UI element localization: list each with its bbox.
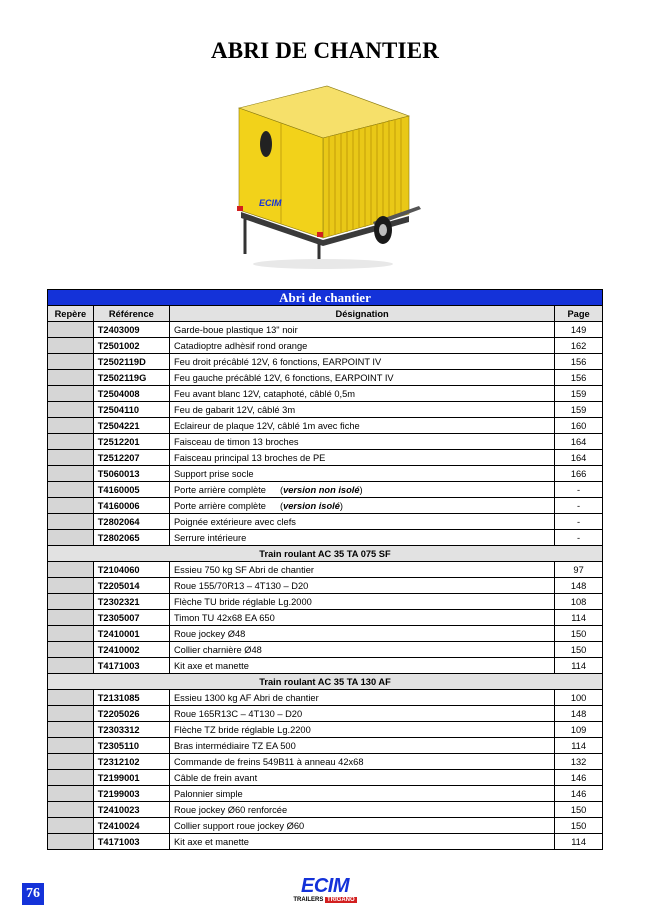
designation-text: Roue 155/70R13 – 4T130 – D20 <box>173 580 309 591</box>
designation-text: Collier charnière Ø48 <box>173 644 262 655</box>
page-cell: 156 <box>555 370 603 386</box>
repere-cell <box>48 562 94 578</box>
repere-cell <box>48 738 94 754</box>
table-row <box>48 626 603 642</box>
page-cell: 114 <box>555 610 603 626</box>
designation-cell <box>169 658 554 674</box>
reference-cell: T2305110 <box>93 738 169 754</box>
table-row <box>48 706 603 722</box>
designation-cell <box>169 466 554 482</box>
table-row <box>48 658 603 674</box>
page-cell: 162 <box>555 338 603 354</box>
page-cell: 97 <box>555 562 603 578</box>
designation-text: Feu avant blanc 12V, cataphoté, câblé 0,5m <box>173 388 356 399</box>
reference-cell: T2312102 <box>93 754 169 770</box>
reference-cell: T2205014 <box>93 578 169 594</box>
page-cell: 114 <box>555 738 603 754</box>
designation-cell <box>169 450 554 466</box>
page-cell: 114 <box>555 834 603 850</box>
page-cell: 148 <box>555 706 603 722</box>
table-row <box>48 370 603 386</box>
designation-text: Essieu 750 kg SF Abri de chantier <box>173 564 315 575</box>
repere-cell <box>48 434 94 450</box>
designation-cell <box>169 738 554 754</box>
page-cell: 146 <box>555 786 603 802</box>
page-cell: 159 <box>555 386 603 402</box>
designation-text: Porte arrière complète <box>173 484 266 495</box>
reference-cell: T2302321 <box>93 594 169 610</box>
reference-cell: T2303312 <box>93 722 169 738</box>
table-row <box>48 802 603 818</box>
designation-text: Feu de gabarit 12V, câblé 3m <box>173 404 296 415</box>
reference-cell: T2199001 <box>93 770 169 786</box>
repere-cell <box>48 354 94 370</box>
col-header-repere: Repère <box>48 306 94 322</box>
col-header-page: Page <box>555 306 603 322</box>
designation-text: Kit axe et manette <box>173 836 249 847</box>
table-row <box>48 562 603 578</box>
page-cell: 150 <box>555 818 603 834</box>
table-row <box>48 434 603 450</box>
note-text: version isolé <box>283 500 340 511</box>
designation-cell <box>169 642 554 658</box>
note-text: version non isolé <box>283 484 360 495</box>
designation-text: Garde-boue plastique 13" noir <box>173 324 298 335</box>
table-row <box>48 770 603 786</box>
designation-text: Catadioptre adhèsif rond orange <box>173 340 308 351</box>
designation-text: Kit axe et manette <box>173 660 249 671</box>
page-cell: - <box>555 498 603 514</box>
designation-text: Roue jockey Ø48 <box>173 628 246 639</box>
designation-text: Feu droit précâblé 12V, 6 fonctions, EARPOINT IV <box>173 356 382 367</box>
table-row <box>48 642 603 658</box>
designation-text: Timon TU 42x68 EA 650 <box>173 612 275 623</box>
designation-text: Palonnier simple <box>173 788 243 799</box>
table-row <box>48 690 603 706</box>
table-row <box>48 498 603 514</box>
page-cell: 100 <box>555 690 603 706</box>
repere-cell <box>48 514 94 530</box>
table-row <box>48 466 603 482</box>
designation-text: Roue jockey Ø60 renforcée <box>173 804 288 815</box>
repere-cell <box>48 786 94 802</box>
reference-cell: T2501002 <box>93 338 169 354</box>
page-cell: 109 <box>555 722 603 738</box>
designation-note: (version isolé) <box>279 500 344 511</box>
col-header-designation: Désignation <box>169 306 554 322</box>
table-row <box>48 354 603 370</box>
designation-cell <box>169 770 554 786</box>
designation-cell <box>169 530 554 546</box>
designation-text: Faisceau principal 13 broches de PE <box>173 452 326 463</box>
designation-cell <box>169 802 554 818</box>
repere-cell <box>48 818 94 834</box>
logo-brand: ECIM <box>301 875 349 897</box>
reference-cell: T2305007 <box>93 610 169 626</box>
designation-cell <box>169 562 554 578</box>
page-cell: 132 <box>555 754 603 770</box>
designation-cell <box>169 370 554 386</box>
page-cell: 159 <box>555 402 603 418</box>
designation-cell <box>169 338 554 354</box>
table-title: Abri de chantier <box>48 290 603 306</box>
table-row <box>48 450 603 466</box>
designation-text: Eclaireur de plaque 12V, câblé 1m avec fiche <box>173 420 360 431</box>
designation-cell <box>169 434 554 450</box>
table-row <box>48 418 603 434</box>
table-row <box>48 338 603 354</box>
page-cell: 160 <box>555 418 603 434</box>
parts-table <box>47 289 603 850</box>
designation-cell <box>169 514 554 530</box>
page-cell: 146 <box>555 770 603 786</box>
repere-cell <box>48 642 94 658</box>
designation-cell <box>169 754 554 770</box>
reference-cell: T2131085 <box>93 690 169 706</box>
reference-cell: T5060013 <box>93 466 169 482</box>
repere-cell <box>48 466 94 482</box>
designation-text: Collier support roue jockey Ø60 <box>173 820 305 831</box>
page-cell: 114 <box>555 658 603 674</box>
page-cell: 164 <box>555 434 603 450</box>
repere-cell <box>48 754 94 770</box>
logo-sub-trigano: TRIGANO <box>327 897 355 903</box>
reference-cell: T2502119D <box>93 354 169 370</box>
logo-sub-trailers: TRAILERS <box>293 897 324 903</box>
reference-cell: T4171003 <box>93 834 169 850</box>
repere-cell <box>48 482 94 498</box>
designation-cell <box>169 786 554 802</box>
reference-cell: T2199003 <box>93 786 169 802</box>
repere-cell <box>48 386 94 402</box>
page-cell: 148 <box>555 578 603 594</box>
table-row <box>48 610 603 626</box>
reference-cell: T2410023 <box>93 802 169 818</box>
page-cell: - <box>555 514 603 530</box>
table-row <box>48 738 603 754</box>
designation-text: Poignée extérieure avec clefs <box>173 516 296 527</box>
designation-cell <box>169 722 554 738</box>
logo-subtitle <box>287 896 363 904</box>
reference-cell: T2205026 <box>93 706 169 722</box>
repere-cell <box>48 450 94 466</box>
designation-cell <box>169 386 554 402</box>
reference-cell: T2104060 <box>93 562 169 578</box>
page-cell: 149 <box>555 322 603 338</box>
reference-cell: T2802065 <box>93 530 169 546</box>
reference-cell: T2504110 <box>93 402 169 418</box>
page-cell: 150 <box>555 802 603 818</box>
section-header-row <box>48 674 603 690</box>
ecim-logo <box>287 876 363 906</box>
page-cell: 156 <box>555 354 603 370</box>
reference-cell: T4160006 <box>93 498 169 514</box>
table-row <box>48 482 603 498</box>
reference-cell: T2802064 <box>93 514 169 530</box>
section-header-row <box>48 546 603 562</box>
repere-cell <box>48 610 94 626</box>
trailer-image <box>223 82 423 272</box>
designation-text: Commande de freins 549B11 à anneau 42x68 <box>173 756 364 767</box>
table-row <box>48 786 603 802</box>
page-cell: 108 <box>555 594 603 610</box>
table-row <box>48 754 603 770</box>
reference-cell: T2502119G <box>93 370 169 386</box>
repere-cell <box>48 338 94 354</box>
designation-cell <box>169 402 554 418</box>
page-cell: 150 <box>555 626 603 642</box>
designation-text: Câble de frein avant <box>173 772 258 783</box>
section-title: Train roulant AC 35 TA 075 SF <box>48 546 603 562</box>
page-cell: 150 <box>555 642 603 658</box>
designation-cell <box>169 322 554 338</box>
designation-cell <box>169 354 554 370</box>
designation-cell <box>169 418 554 434</box>
trailer-logo-text: ECIM <box>259 198 282 208</box>
designation-cell <box>169 610 554 626</box>
repere-cell <box>48 418 94 434</box>
repere-cell <box>48 578 94 594</box>
page-cell: 166 <box>555 466 603 482</box>
col-header-reference: Référence <box>93 306 169 322</box>
designation-text: Faisceau de timon 13 broches <box>173 436 299 447</box>
table-row <box>48 530 603 546</box>
designation-text: Serrure intérieure <box>173 532 247 543</box>
reference-cell: T2410024 <box>93 818 169 834</box>
table-row <box>48 402 603 418</box>
reference-cell: T4171003 <box>93 658 169 674</box>
repere-cell <box>48 658 94 674</box>
designation-text: Flèche TU bride réglable Lg.2000 <box>173 596 312 607</box>
designation-text: Essieu 1300 kg AF Abri de chantier <box>173 692 319 703</box>
repere-cell <box>48 722 94 738</box>
repere-cell <box>48 322 94 338</box>
repere-cell <box>48 626 94 642</box>
table-row <box>48 386 603 402</box>
reference-cell: T2403009 <box>93 322 169 338</box>
page-cell: - <box>555 530 603 546</box>
table-row <box>48 578 603 594</box>
section-title: Train roulant AC 35 TA 130 AF <box>48 674 603 690</box>
repere-cell <box>48 530 94 546</box>
designation-cell <box>169 594 554 610</box>
table-row <box>48 834 603 850</box>
designation-cell <box>169 706 554 722</box>
designation-cell <box>169 498 554 514</box>
designation-text: Bras intermédiaire TZ EA 500 <box>173 740 296 751</box>
repere-cell <box>48 834 94 850</box>
page-cell: - <box>555 482 603 498</box>
reference-cell: T4160005 <box>93 482 169 498</box>
reference-cell: T2410001 <box>93 626 169 642</box>
reference-cell: T2504008 <box>93 386 169 402</box>
page-cell: 164 <box>555 450 603 466</box>
repere-cell <box>48 770 94 786</box>
page-title: ABRI DE CHANTIER <box>210 38 440 63</box>
table-row <box>48 722 603 738</box>
reference-cell: T2410002 <box>93 642 169 658</box>
page-number: 76 <box>22 883 44 905</box>
designation-text: Support prise socle <box>173 468 254 479</box>
designation-text: Roue 165R13C – 4T130 – D20 <box>173 708 303 719</box>
repere-cell <box>48 706 94 722</box>
repere-cell <box>48 690 94 706</box>
table-row <box>48 322 603 338</box>
repere-cell <box>48 402 94 418</box>
repere-cell <box>48 370 94 386</box>
repere-cell <box>48 594 94 610</box>
designation-text: Flèche TZ bride réglable Lg.2200 <box>173 724 311 735</box>
designation-cell <box>169 482 554 498</box>
reference-cell: T2512207 <box>93 450 169 466</box>
designation-note: (version non isolé) <box>279 484 363 495</box>
table-row <box>48 594 603 610</box>
repere-cell <box>48 802 94 818</box>
repere-cell <box>48 498 94 514</box>
table-row <box>48 514 603 530</box>
designation-cell <box>169 626 554 642</box>
reference-cell: T2512201 <box>93 434 169 450</box>
designation-text: Feu gauche précâblé 12V, 6 fonctions, EARPOINT IV <box>173 372 394 383</box>
designation-text: Porte arrière complète <box>173 500 266 511</box>
reference-cell: T2504221 <box>93 418 169 434</box>
designation-cell <box>169 578 554 594</box>
designation-cell <box>169 834 554 850</box>
table-row <box>48 818 603 834</box>
designation-cell <box>169 690 554 706</box>
designation-cell <box>169 818 554 834</box>
